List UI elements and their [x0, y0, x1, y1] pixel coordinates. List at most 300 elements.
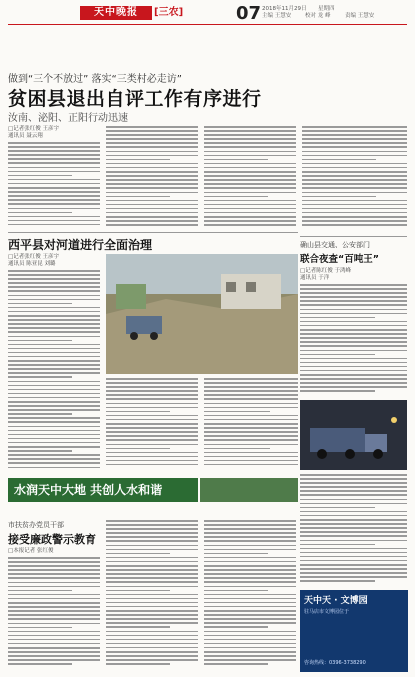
text-line — [106, 142, 198, 144]
text-line — [300, 511, 407, 513]
text-line — [106, 594, 198, 596]
text-line — [300, 519, 407, 521]
text-line — [106, 557, 198, 559]
text-line — [8, 655, 100, 657]
text-line — [8, 635, 100, 637]
text-line — [106, 220, 198, 222]
text-line — [8, 442, 100, 444]
lead-col-2 — [106, 126, 198, 230]
text-line — [8, 315, 100, 317]
text-line — [8, 651, 100, 653]
text-line — [300, 337, 407, 339]
text-line — [8, 208, 100, 210]
text-line — [300, 382, 407, 384]
text-line — [106, 212, 198, 214]
text-line — [8, 421, 100, 423]
text-line — [204, 179, 296, 181]
text-line — [106, 606, 198, 608]
text-line — [302, 134, 407, 136]
text-line — [204, 545, 296, 547]
second-col-1 — [8, 270, 100, 472]
text-line — [106, 553, 170, 555]
text-line — [300, 284, 407, 286]
side-byline-2: 通讯员 于洋 — [300, 275, 330, 281]
text-line — [8, 639, 100, 641]
text-line — [300, 478, 407, 480]
text-line — [106, 520, 198, 522]
text-line — [8, 450, 72, 452]
text-line — [302, 187, 407, 189]
text-line — [204, 142, 296, 144]
text-line — [302, 146, 407, 148]
text-line — [8, 336, 100, 338]
text-line — [106, 398, 198, 400]
text-line — [204, 618, 296, 620]
text-line — [300, 494, 407, 496]
text-line — [8, 446, 100, 448]
text-line — [204, 394, 298, 396]
text-line — [8, 150, 100, 152]
text-line — [8, 614, 100, 616]
text-line — [302, 126, 407, 128]
second-byline-2: 通讯员 陈亚昆 刘璐 — [8, 261, 56, 267]
text-line — [106, 561, 198, 563]
river-photo-art — [106, 254, 298, 374]
text-line — [204, 594, 296, 596]
text-line — [8, 179, 100, 181]
banner-text: 水润天中大地 共创人水和谐 — [14, 483, 163, 497]
text-line — [300, 325, 407, 327]
text-line — [300, 296, 407, 298]
text-line — [106, 639, 198, 641]
text-line — [8, 623, 100, 625]
text-line — [8, 385, 100, 387]
side-divider — [300, 236, 407, 237]
text-line — [106, 439, 198, 441]
text-line — [8, 319, 100, 321]
text-line — [204, 423, 298, 425]
text-line — [204, 171, 296, 173]
text-line — [204, 565, 296, 567]
text-line — [106, 431, 198, 433]
text-line — [8, 220, 100, 222]
text-line — [204, 431, 298, 433]
text-line — [106, 610, 198, 612]
text-line — [106, 598, 198, 600]
text-line — [8, 224, 100, 226]
text-line — [300, 503, 407, 505]
text-line — [106, 407, 198, 409]
text-line — [204, 532, 296, 534]
text-line — [8, 282, 100, 284]
text-line — [204, 536, 296, 538]
text-line — [300, 354, 375, 356]
text-line — [204, 569, 296, 571]
text-line — [8, 299, 100, 301]
text-line — [302, 130, 407, 132]
text-line — [302, 167, 407, 169]
text-line — [8, 311, 100, 313]
text-line — [302, 216, 407, 218]
side-kicker: 确山县交通、公安部门 — [300, 241, 370, 249]
text-line — [8, 598, 100, 600]
text-line — [302, 208, 407, 210]
text-line — [8, 663, 72, 665]
page-number: 07 — [236, 3, 262, 24]
text-line — [204, 464, 298, 466]
text-line — [204, 602, 296, 604]
text-line — [106, 216, 198, 218]
side-col-1 — [300, 284, 407, 396]
text-line — [204, 520, 296, 522]
masthead-rule — [8, 24, 407, 25]
bottom-col-3 — [204, 520, 296, 671]
text-line — [8, 307, 100, 309]
text-line — [106, 655, 198, 657]
text-line — [204, 631, 296, 633]
truck-photo-art — [300, 400, 407, 470]
text-line — [106, 460, 198, 462]
text-line — [300, 515, 407, 517]
text-line — [8, 462, 100, 464]
banner-image — [200, 478, 298, 502]
text-line — [8, 303, 72, 305]
text-line — [106, 635, 198, 637]
text-line — [8, 203, 100, 205]
text-line — [300, 317, 375, 319]
text-line — [8, 606, 100, 608]
wenbo-park-ad[interactable] — [300, 590, 408, 672]
text-line — [302, 179, 407, 181]
text-line — [106, 146, 198, 148]
text-line — [106, 448, 170, 450]
issue-date: 2018年11月29日 — [262, 6, 307, 12]
water-banner — [8, 478, 198, 502]
text-line — [204, 626, 268, 628]
text-line — [8, 327, 100, 329]
text-line — [8, 216, 100, 218]
lead-byline-2: 通讯员 聂云翔 — [8, 133, 43, 139]
text-line — [106, 545, 198, 547]
text-line — [8, 438, 100, 440]
text-line — [106, 581, 198, 583]
text-line — [204, 134, 296, 136]
text-line — [8, 577, 100, 579]
text-line — [302, 196, 376, 198]
text-line — [300, 313, 407, 315]
text-line — [106, 130, 198, 132]
text-line — [8, 594, 100, 596]
text-line — [106, 528, 198, 530]
text-line — [8, 618, 100, 620]
text-line — [204, 167, 296, 169]
text-line — [8, 331, 100, 333]
text-line — [300, 374, 407, 376]
text-line — [204, 130, 296, 132]
text-line — [106, 618, 198, 620]
text-line — [300, 544, 375, 546]
designer-credit: 校对 龙 峰 — [305, 13, 331, 19]
text-line — [8, 557, 100, 559]
text-line — [204, 224, 296, 226]
lead-kicker: 做到“三个不放过” 落实“三类村必走访” — [8, 74, 182, 85]
text-line — [300, 474, 407, 476]
text-line — [204, 643, 296, 645]
text-line — [106, 151, 198, 153]
layout-credit: 责编 王慧安 — [345, 13, 375, 19]
text-line — [300, 535, 407, 537]
text-line — [106, 378, 198, 380]
text-line — [204, 151, 296, 153]
text-line — [8, 376, 72, 378]
text-line — [106, 602, 198, 604]
text-line — [106, 204, 198, 206]
text-line — [302, 175, 407, 177]
text-line — [8, 344, 100, 346]
text-line — [8, 191, 100, 193]
text-line — [106, 196, 170, 198]
text-line — [204, 435, 298, 437]
text-line — [106, 614, 198, 616]
text-line — [106, 663, 170, 665]
text-line — [300, 288, 407, 290]
text-line — [8, 158, 100, 160]
truck-photo — [300, 400, 407, 470]
text-line — [106, 524, 198, 526]
text-line — [8, 195, 100, 197]
text-line — [300, 341, 407, 343]
text-line — [106, 631, 198, 633]
text-line — [204, 590, 268, 592]
text-line — [302, 163, 407, 165]
text-line — [300, 531, 407, 533]
text-line — [204, 524, 296, 526]
lead-subhead: 汝南、泌阳、正阳行动迅速 — [8, 113, 128, 124]
text-line — [204, 573, 296, 575]
lead-col-1 — [8, 142, 100, 230]
text-line — [106, 444, 198, 446]
text-line — [8, 393, 100, 395]
text-line — [204, 126, 296, 128]
text-line — [204, 622, 296, 624]
text-line — [106, 208, 198, 210]
ad-title: 天中天 · 文博园 — [304, 596, 368, 606]
text-line — [8, 323, 100, 325]
text-line — [8, 368, 100, 370]
text-line — [204, 427, 298, 429]
text-line — [8, 586, 100, 588]
text-line — [8, 175, 72, 177]
bottom-col-2 — [106, 520, 198, 671]
text-line — [204, 614, 296, 616]
text-line — [302, 220, 407, 222]
text-line — [106, 532, 198, 534]
text-line — [300, 580, 375, 582]
text-line — [204, 606, 296, 608]
text-line — [106, 536, 198, 538]
text-line — [8, 405, 100, 407]
text-line — [300, 556, 407, 558]
text-line — [302, 138, 407, 140]
text-line — [106, 224, 198, 226]
text-line — [300, 507, 375, 509]
text-line — [8, 295, 100, 297]
text-line — [8, 602, 100, 604]
text-line — [204, 382, 298, 384]
paper-logo: 天中晚报 — [80, 6, 152, 20]
text-line — [106, 183, 198, 185]
text-line — [106, 411, 170, 413]
text-line — [204, 549, 296, 551]
text-line — [8, 381, 100, 383]
text-line — [106, 403, 198, 405]
text-line — [204, 557, 296, 559]
text-line — [8, 643, 100, 645]
text-line — [106, 192, 198, 194]
text-line — [106, 138, 198, 140]
text-line — [8, 430, 100, 432]
text-line — [8, 434, 100, 436]
text-line — [8, 389, 100, 391]
text-line — [8, 582, 100, 584]
text-line — [300, 304, 407, 306]
text-line — [8, 565, 100, 567]
text-line — [302, 192, 407, 194]
text-line — [8, 458, 100, 460]
bottom-byline: □本报记者 张红俊 — [8, 548, 54, 554]
text-line — [204, 456, 298, 458]
text-line — [8, 360, 100, 362]
text-line — [204, 444, 298, 446]
text-line — [204, 187, 296, 189]
text-line — [300, 523, 407, 525]
text-line — [204, 138, 296, 140]
text-line — [300, 576, 407, 578]
text-line — [8, 417, 100, 419]
text-line — [8, 199, 100, 201]
text-line — [8, 278, 100, 280]
ad-hotline: 咨询热线：0396-3738290 — [304, 659, 366, 666]
text-line — [204, 540, 296, 542]
text-line — [106, 423, 198, 425]
text-line — [204, 635, 296, 637]
text-line — [302, 171, 407, 173]
text-line — [204, 196, 268, 198]
text-line — [300, 568, 407, 570]
text-line — [8, 154, 100, 156]
text-line — [300, 490, 407, 492]
text-line — [8, 183, 100, 185]
lead-col-3 — [204, 126, 296, 230]
editor-credit: 主编 王慧安 — [262, 13, 292, 19]
text-line — [106, 659, 198, 661]
text-line — [302, 200, 407, 202]
text-line — [302, 183, 407, 185]
text-line — [8, 290, 100, 292]
text-line — [204, 403, 298, 405]
text-line — [204, 192, 296, 194]
text-line — [106, 622, 198, 624]
text-line — [300, 362, 407, 364]
text-line — [106, 386, 198, 388]
side-headline: 联合夜查“百吨王” — [300, 254, 379, 265]
text-line — [204, 411, 270, 413]
second-col-2 — [106, 378, 198, 472]
second-headline: 西平县对河道进行全面治理 — [8, 238, 153, 252]
text-line — [8, 274, 100, 276]
text-line — [106, 187, 198, 189]
text-line — [8, 647, 100, 649]
text-line — [106, 456, 198, 458]
lead-byline: □记者张红俊 王彦宇 — [8, 126, 59, 132]
text-line — [204, 419, 298, 421]
text-line — [204, 390, 298, 392]
text-line — [204, 577, 296, 579]
text-line — [8, 573, 100, 575]
text-line — [204, 216, 296, 218]
text-line — [8, 142, 100, 144]
text-line — [204, 146, 296, 148]
text-line — [106, 643, 198, 645]
text-line — [300, 572, 407, 574]
text-line — [106, 415, 198, 417]
text-line — [302, 151, 407, 153]
text-line — [204, 452, 298, 454]
text-line — [204, 183, 296, 185]
text-line — [106, 390, 198, 392]
text-line — [204, 528, 296, 530]
text-line — [8, 627, 72, 629]
text-line — [300, 358, 407, 360]
text-line — [204, 439, 298, 441]
text-line — [8, 467, 100, 469]
text-line — [204, 208, 296, 210]
text-line — [8, 426, 100, 428]
text-line — [300, 390, 375, 392]
text-line — [300, 370, 407, 372]
second-byline: □记者张红俊 王彦宇 — [8, 254, 59, 260]
bottom-kicker: 市扶贫办党员干部 — [8, 521, 64, 529]
text-line — [106, 382, 198, 384]
text-line — [106, 163, 198, 165]
text-line — [204, 407, 298, 409]
text-line — [8, 348, 100, 350]
text-line — [300, 548, 407, 550]
text-line — [204, 415, 298, 417]
text-line — [8, 187, 100, 189]
text-line — [8, 561, 100, 563]
text-line — [8, 454, 100, 456]
text-line — [204, 663, 268, 665]
text-line — [302, 224, 407, 226]
text-line — [106, 651, 198, 653]
text-line — [204, 212, 296, 214]
text-line — [300, 564, 407, 566]
text-line — [8, 352, 100, 354]
text-line — [204, 155, 296, 157]
text-line — [204, 639, 296, 641]
text-line — [302, 142, 407, 144]
text-line — [8, 270, 100, 272]
text-line — [106, 394, 198, 396]
text-line — [106, 452, 198, 454]
text-line — [106, 159, 170, 161]
text-line — [8, 171, 100, 173]
text-line — [106, 200, 198, 202]
text-line — [302, 155, 407, 157]
text-line — [106, 647, 198, 649]
text-line — [8, 364, 100, 366]
